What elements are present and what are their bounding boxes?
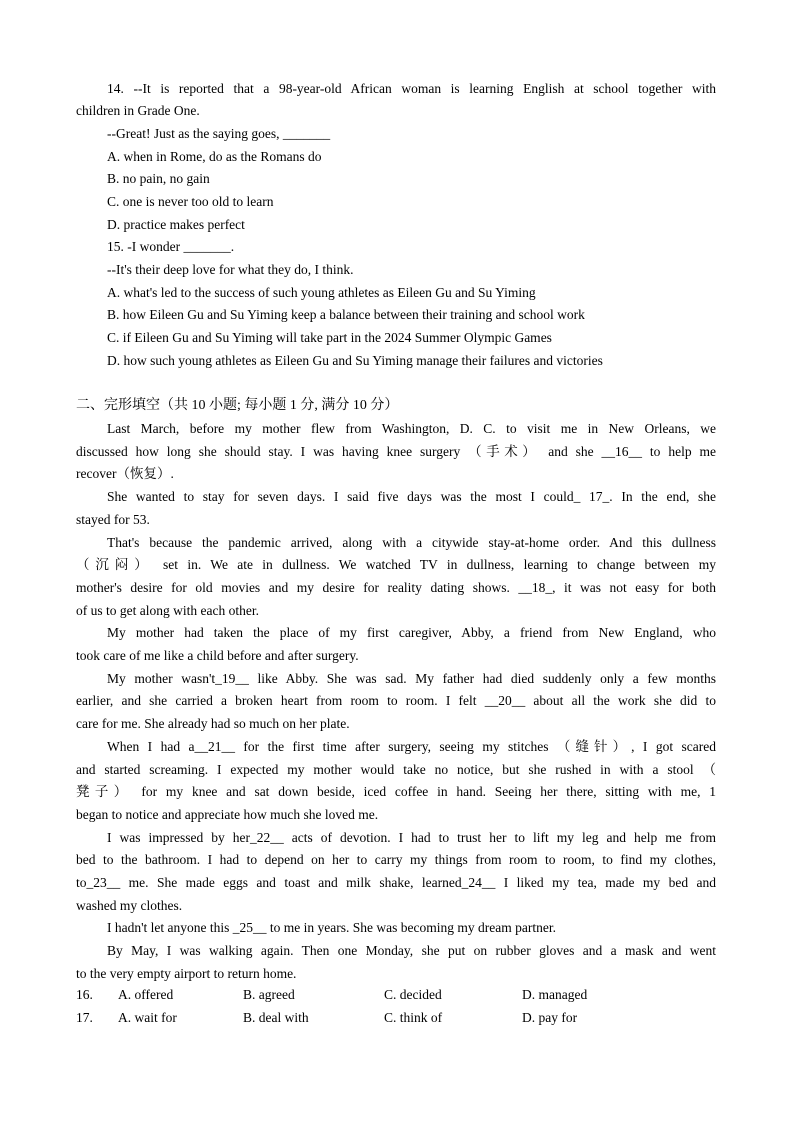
q15-option-a: A. what's led to the success of such young athletes as Eileen Gu and Su Yiming	[107, 285, 536, 300]
q14-option-a: A. when in Rome, do as the Romans do	[107, 149, 322, 164]
passage-line: to_23__ me. She made eggs and toast and milk shake, learned_24__ I liked my tea, made my bed and	[76, 875, 716, 890]
passage-line: stayed for 53.	[76, 512, 150, 527]
passage-line: earlier, and she carried a broken heart from room to room. I felt __20__ about all the work she did to	[76, 693, 716, 708]
q14-answer-line: --Great! Just as the saying goes, _______	[107, 126, 331, 141]
section-title: 二、完形填空（共 10 小题; 每小题 1 分, 满分 10 分）	[76, 398, 399, 413]
passage-line: washed my clothes.	[76, 898, 183, 913]
q14-stem-line1: 14. --It is reported that a 98-year-old African woman is learning English at school together with	[107, 81, 716, 96]
option-a: A. wait for	[118, 1010, 177, 1025]
passage-line: bed to the bathroom. I had to depend on her to carry my things from room to room, to find my clothes,	[76, 852, 716, 867]
q14-option-d: D. practice makes perfect	[107, 217, 245, 232]
q15-option-c: C. if Eileen Gu and Su Yiming will take part in the 2024 Summer Olympic Games	[107, 330, 552, 345]
option-a: A. offered	[118, 987, 174, 1002]
passage-line: took care of me like a child before and after surgery.	[76, 648, 359, 663]
q15-option-b: B. how Eileen Gu and Su Yiming keep a balance between their training and school work	[107, 307, 585, 322]
option-b: B. agreed	[243, 987, 295, 1002]
passage-line: She wanted to stay for seven days. I said five days was the most I could_ 17_. In the end, she	[107, 489, 716, 504]
option-c: C. think of	[384, 1010, 443, 1025]
passage-line: （沉闷） set in. We ate in dullness. We watched TV in dullness, learning to change between my	[76, 557, 716, 572]
passage-line: recover（恢复）.	[76, 466, 174, 481]
option-d: D. pay for	[522, 1010, 578, 1025]
passage-line: began to notice and appreciate how much she loved me.	[76, 807, 379, 822]
passage-line: and started screaming. I expected my mother would take no notice, but she rushed in with a stool （	[76, 762, 716, 777]
q15-stem: 15. -I wonder _______.	[107, 239, 235, 254]
passage-line: I was impressed by her_22__ acts of devotion. I had to trust her to lift my leg and help me from	[107, 830, 716, 845]
passage-line: My mother had taken the place of my first caregiver, Abby, a friend from New England, who	[107, 625, 716, 640]
question-number: 17.	[76, 1010, 93, 1025]
passage-line: to the very empty airport to return home.	[76, 966, 297, 981]
passage-line: By May, I was walking again. Then one Monday, she put on rubber gloves and a mask and went	[107, 943, 716, 958]
q15-option-d: D. how such young athletes as Eileen Gu and Su Yiming manage their failures and victories	[107, 353, 603, 368]
option-d: D. managed	[522, 987, 588, 1002]
q14-option-c: C. one is never too old to learn	[107, 194, 274, 209]
passage-line: discussed how long she should stay. I was having knee surgery （手术） and she __16__ to help me	[76, 444, 716, 459]
question-number: 16.	[76, 987, 93, 1002]
option-c: C. decided	[384, 987, 442, 1002]
passage-line: 凳子） for my knee and sat down beside, iced coffee in hand. Seeing her there, sitting with me, 1	[76, 784, 716, 799]
passage-line: When I had a__21__ for the first time after surgery, seeing my stitches （缝针）, I got scared	[107, 739, 716, 754]
passage-line: My mother wasn't_19__ like Abby. She was sad. My father had died suddenly only a few months	[107, 671, 716, 686]
q14-option-b: B. no pain, no gain	[107, 171, 210, 186]
answer-row-16	[76, 985, 716, 1005]
passage-line: mother's desire for old movies and my desire for reality dating shows. __18_, it was not easy for both	[76, 580, 716, 595]
passage-line: of us to get along with each other.	[76, 603, 259, 618]
passage-line: That's because the pandemic arrived, along with a citywide stay-at-home order. And this dullness	[107, 535, 716, 550]
passage-line: I hadn't let anyone this _25__ to me in years. She was becoming my dream partner.	[107, 920, 556, 935]
passage-line: care for me. She already had so much on her plate.	[76, 716, 350, 731]
answer-row-17	[76, 1008, 716, 1028]
q14-stem-line2: children in Grade One.	[76, 103, 200, 118]
option-b: B. deal with	[243, 1010, 309, 1025]
q15-answer-line: --It's their deep love for what they do, I think.	[107, 262, 354, 277]
passage-line: Last March, before my mother flew from Washington, D. C. to visit me in New Orleans, we	[107, 421, 716, 436]
